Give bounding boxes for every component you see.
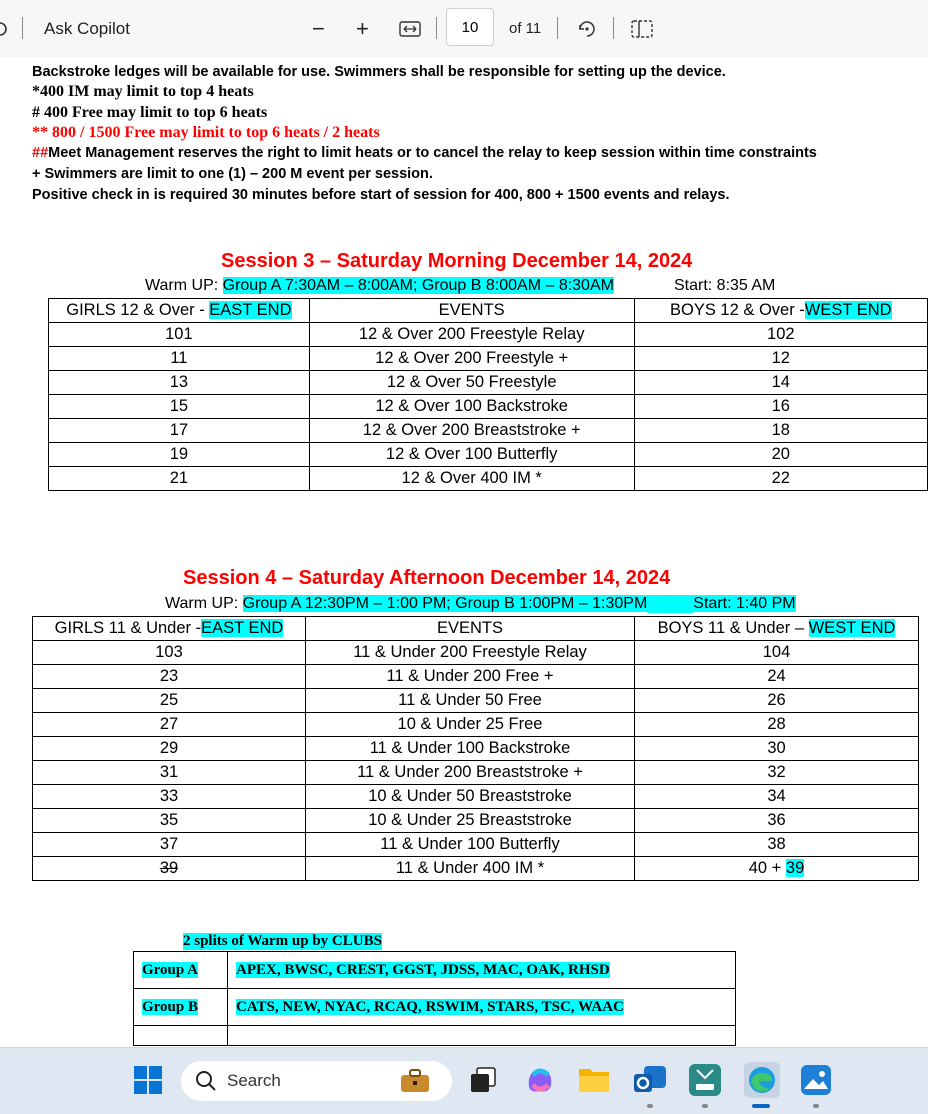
event-name: 12 & Over 100 Backstroke: [309, 395, 634, 419]
photos-button[interactable]: [801, 1065, 831, 1095]
girls-event-number: 21: [49, 467, 310, 491]
col-girls: GIRLS 12 & Over - EAST END: [49, 299, 310, 323]
girls-event-number: 101: [49, 323, 310, 347]
event-name: 12 & Over 50 Freestyle: [309, 371, 634, 395]
split-clubs: CATS, NEW, NYAC, RCAQ, RSWIM, STARS, TSC, WAAC: [228, 989, 736, 1026]
table-row: [33, 857, 919, 881]
photos-icon: [801, 1065, 831, 1095]
boys-event-number: 28: [635, 713, 919, 737]
warmup-label: Warm UP:: [165, 595, 243, 612]
girls-event-number: 35: [33, 809, 306, 833]
zoom-out-button[interactable]: [312, 0, 325, 57]
col-boys: BOYS 12 & Over -WEST END: [634, 299, 927, 323]
tmbd-app-icon: [689, 1064, 721, 1096]
ask-copilot-button[interactable]: [44, 0, 130, 57]
start-button[interactable]: [133, 1065, 163, 1095]
note-mark: ##: [32, 145, 49, 161]
table-row: [49, 395, 928, 419]
col-boys: BOYS 11 & Under – WEST END: [635, 617, 919, 641]
table-row: [33, 689, 919, 713]
boys-event-number: 32: [635, 761, 919, 785]
running-indicator: [647, 1104, 653, 1108]
girls-event-number: 31: [33, 761, 306, 785]
boys-event-number: 12: [634, 347, 927, 371]
rotate-page-button[interactable]: [576, 0, 598, 57]
note-200m-limit: + Swimmers are limit to one (1) – 200 M event per session.: [32, 166, 433, 182]
event-name: 12 & Over 200 Freestyle +: [309, 347, 634, 371]
table-row: [33, 785, 919, 809]
note-400free: # 400 Free may limit to top 6 heats: [32, 104, 268, 121]
split-row: [134, 989, 736, 1026]
table-row: [49, 467, 928, 491]
boys-event-number: 22: [634, 467, 927, 491]
boys-event-number: 30: [635, 737, 919, 761]
task-view-button[interactable]: [468, 1065, 498, 1095]
toolbar-divider: [22, 17, 23, 39]
search-placeholder: Search: [227, 1071, 281, 1090]
outlook-icon: [632, 1062, 668, 1098]
split-group: Group A: [134, 952, 228, 989]
note-400im: *400 IM may limit to top 4 heats: [32, 83, 254, 100]
note-meet-management: [32, 145, 817, 161]
girls-event-number: 19: [49, 443, 310, 467]
minus-icon: −: [312, 15, 325, 41]
split-group: Group B: [134, 989, 228, 1026]
table-row: [33, 641, 919, 665]
splits-title: 2 splits of Warm up by CLUBS: [183, 933, 382, 949]
session3-start: Start: 8:35 AM: [674, 277, 776, 294]
session3-warmup: [145, 277, 614, 295]
table-row: [49, 443, 928, 467]
windows-logo-icon: [133, 1065, 163, 1095]
girls-event-number: 103: [33, 641, 306, 665]
girls-event-number: 37: [33, 833, 306, 857]
outlook-button[interactable]: [632, 1062, 666, 1096]
running-indicator: [702, 1104, 708, 1108]
event-name: 12 & Over 400 IM *: [309, 467, 634, 491]
warmup-groups: Group A 12:30PM – 1:00 PM; Group B 1:00PM – 1:30PM: [242, 595, 648, 612]
ask-copilot-label: Ask Copilot: [44, 18, 130, 38]
table-header-row: [33, 617, 919, 641]
event-name: 11 & Under 100 Backstroke: [306, 737, 635, 761]
edge-button[interactable]: [744, 1062, 780, 1098]
boys-event-number: 18: [634, 419, 927, 443]
girls-event-number: 29: [33, 737, 306, 761]
session4-table: [32, 616, 919, 881]
task-view-icon: [468, 1065, 498, 1095]
boys-event-number: 26: [635, 689, 919, 713]
event-name: 11 & Under 200 Free +: [306, 665, 635, 689]
boys-event-number: 102: [634, 323, 927, 347]
rotate-icon[interactable]: [0, 0, 10, 57]
event-name: 10 & Under 25 Free: [306, 713, 635, 737]
girls-event-number: 33: [33, 785, 306, 809]
boys-event-number: 24: [635, 665, 919, 689]
note-ledges: Backstroke ledges will be available for use. Swimmers shall be responsible for setting up the device.: [32, 64, 726, 80]
session4-start: Start: 1:40 PM: [693, 595, 796, 612]
note-800-1500: ** 800 / 1500 Free may limit to top 6 heats / 2 heats: [32, 124, 380, 141]
folder-icon: [578, 1065, 610, 1093]
table-row: [49, 347, 928, 371]
girls-event-number: 25: [33, 689, 306, 713]
col-girls: GIRLS 11 & Under -EAST END: [33, 617, 306, 641]
note-mm-text: Meet Management reserves the right to limit heats or to cancel the relay to keep session within time constraints: [48, 145, 817, 161]
boys-event-number: 16: [634, 395, 927, 419]
toolbar-divider: [613, 17, 614, 39]
table-row: [33, 713, 919, 737]
table-row-partial: [134, 1026, 736, 1046]
rotate-icon: [576, 18, 598, 40]
table-row: [33, 761, 919, 785]
girls-event-number: 17: [49, 419, 310, 443]
event-name: 12 & Over 100 Butterfly: [309, 443, 634, 467]
session3-table: [48, 298, 928, 491]
page-number-input[interactable]: 10: [446, 8, 494, 46]
table-row: [49, 371, 928, 395]
event-name: 11 & Under 100 Butterfly: [306, 833, 635, 857]
page-total-label: of 11: [509, 20, 542, 37]
session4-title: Session 4 – Saturday Afternoon December 14, 2024: [183, 567, 671, 589]
table-row: [49, 323, 928, 347]
girls-event-number: 11: [49, 347, 310, 371]
warmup-label: Warm UP:: [145, 277, 223, 294]
zoom-in-button[interactable]: [356, 0, 369, 57]
active-indicator: [752, 1104, 770, 1108]
event-name: 11 & Under 400 IM *: [306, 857, 635, 881]
pdf-page: [0, 57, 928, 1047]
boys-event-number: 40 + 39: [635, 857, 919, 881]
plus-icon: +: [356, 15, 369, 41]
boys-event-number: 36: [635, 809, 919, 833]
boys-event-number: 14: [634, 371, 927, 395]
event-name: 12 & Over 200 Freestyle Relay: [309, 323, 634, 347]
table-row: [49, 419, 928, 443]
boys-event-number: 38: [635, 833, 919, 857]
table-row: [33, 665, 919, 689]
split-clubs: APEX, BWSC, CREST, GGST, JDSS, MAC, OAK, RHSD: [228, 952, 736, 989]
girls-event-number: 13: [49, 371, 310, 395]
briefcase-icon: [400, 1069, 430, 1093]
edge-icon: [744, 1062, 780, 1098]
girls-event-number: 15: [49, 395, 310, 419]
table-row: [33, 809, 919, 833]
toolbar-divider: [436, 17, 437, 39]
session4-warmup: [165, 595, 796, 613]
file-explorer-button[interactable]: [578, 1065, 610, 1093]
fit-width-icon: [399, 21, 421, 37]
col-events: EVENTS: [309, 299, 634, 323]
boys-event-number: 20: [634, 443, 927, 467]
windows-taskbar: [0, 1047, 928, 1114]
pdf-toolbar: [0, 0, 928, 58]
table-row: [33, 833, 919, 857]
copilot-button[interactable]: [523, 1063, 557, 1097]
warmup-groups: Group A 7:30AM – 8:00AM; Group B 8:00AM – 8:30AM: [222, 277, 614, 294]
event-name: 11 & Under 50 Free: [306, 689, 635, 713]
toolbar-divider: [557, 17, 558, 39]
event-name: 12 & Over 200 Breaststroke +: [309, 419, 634, 443]
boys-event-number: 104: [635, 641, 919, 665]
fit-width-button[interactable]: [399, 0, 421, 57]
girls-event-number: 23: [33, 665, 306, 689]
girls-event-number: 27: [33, 713, 306, 737]
copilot-icon: [523, 1063, 557, 1097]
taskbar-search-box[interactable]: [181, 1061, 452, 1101]
event-name: 11 & Under 200 Breaststroke +: [306, 761, 635, 785]
page-view-button[interactable]: [631, 0, 653, 57]
event-name: 10 & Under 25 Breaststroke: [306, 809, 635, 833]
event-name: 10 & Under 50 Breaststroke: [306, 785, 635, 809]
page-view-icon: [631, 20, 653, 38]
warmup-highlight-gap: [647, 595, 693, 613]
running-indicator: [813, 1104, 819, 1108]
event-name: 11 & Under 200 Freestyle Relay: [306, 641, 635, 665]
note-check-in: Positive check in is required 30 minutes before start of session for 400, 800 + 1500 events and relays.: [32, 187, 730, 203]
boys-event-number: 34: [635, 785, 919, 809]
col-events: EVENTS: [306, 617, 635, 641]
table-header-row: [49, 299, 928, 323]
girls-event-number: 39: [33, 857, 306, 881]
search-icon: [195, 1070, 217, 1092]
splits-table: [133, 951, 736, 1046]
tmbd-app-button[interactable]: [689, 1064, 721, 1096]
split-row: [134, 952, 736, 989]
session3-title: Session 3 – Saturday Morning December 14, 2024: [221, 250, 693, 272]
table-row: [33, 737, 919, 761]
